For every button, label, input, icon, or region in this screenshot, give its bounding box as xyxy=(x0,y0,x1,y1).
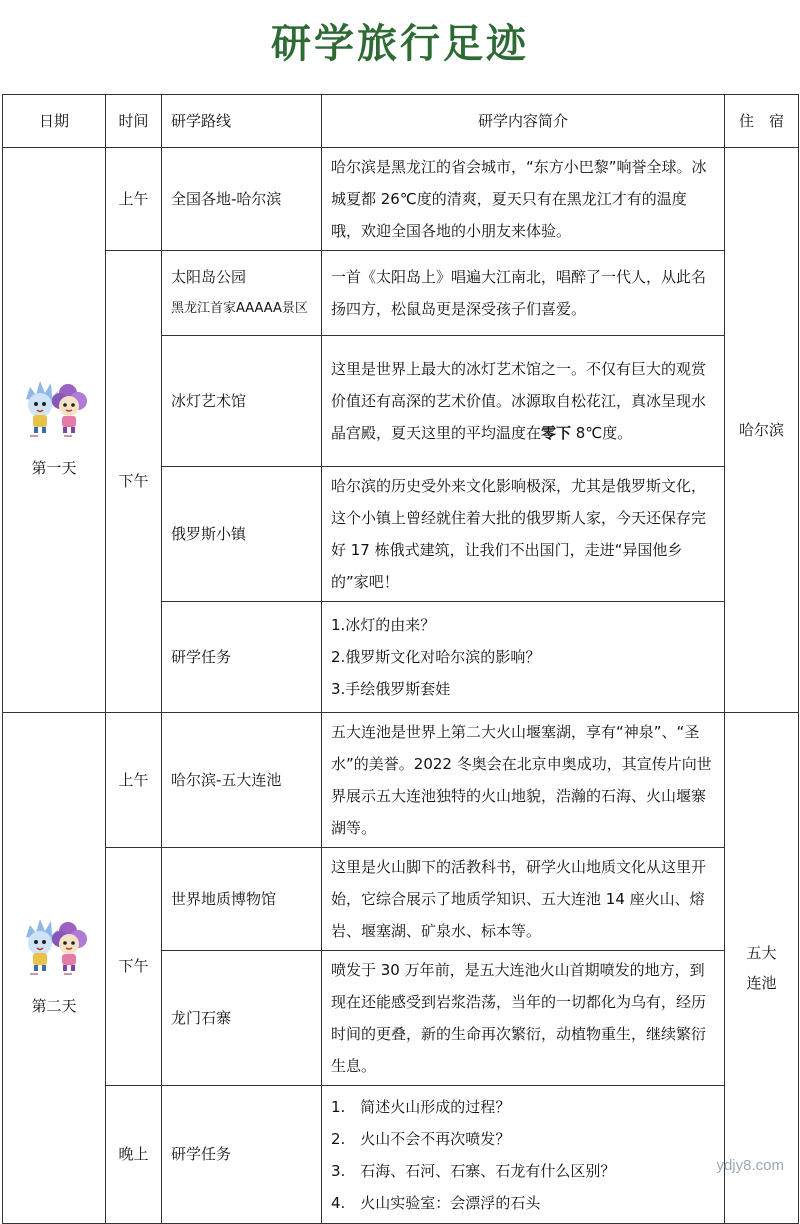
day2-route-3: 龙门石寨 xyxy=(162,951,322,1086)
table-row xyxy=(3,251,799,336)
day2-stay xyxy=(725,713,799,1224)
list-item: 2.俄罗斯文化对哈尔滨的影响？ xyxy=(331,648,541,666)
list-item: 3. 石海、石河、石寨、石龙有什么区别？ xyxy=(331,1161,616,1180)
table-row xyxy=(3,713,799,848)
header-content: 研学内容简介 xyxy=(322,95,725,148)
day1-desc-2: 一首《太阳岛上》唱遍大江南北，唱醉了一代人，从此名扬四方，松鼠岛更是深受孩子们喜爱。 xyxy=(322,251,725,336)
header-date: 日期 xyxy=(3,95,106,148)
day1-route-4: 俄罗斯小镇 xyxy=(162,467,322,602)
day1-desc-1: 哈尔滨是黑龙江的省会城市，“东方小巴黎”响誉全球。冰城夏都 26℃度的清爽，夏天只有在黑龙江才有的温度哦，欢迎全国各地的小朋友来体验。 xyxy=(322,148,725,251)
day1-afternoon: 下午 xyxy=(106,251,162,713)
day1-desc-3b: 8℃度。 xyxy=(571,424,633,442)
itinerary-table xyxy=(2,94,799,1224)
day2-morning: 上午 xyxy=(106,713,162,848)
watermark: ydjy8.com xyxy=(716,1157,784,1174)
day2-stay-label: 五大连池 xyxy=(746,943,777,992)
list-item: 2. 火山不会不再次喷发？ xyxy=(331,1129,511,1148)
day1-desc-3-bold: 零下 xyxy=(541,424,572,442)
day2-label: 第二天 xyxy=(31,996,77,1015)
table-row xyxy=(3,1086,799,1224)
page-title: 研学旅行足迹 xyxy=(271,20,529,67)
day2-route-4: 研学任务 xyxy=(162,1086,322,1224)
day1-route-2-name: 太阳岛公园 xyxy=(171,268,247,286)
day2-evening: 晚上 xyxy=(106,1086,162,1224)
day2-tasks xyxy=(322,1086,725,1224)
header-route: 研学路线 xyxy=(162,95,322,148)
day1-label: 第一天 xyxy=(31,458,77,477)
list-item: 1. 简述火山形成的过程？ xyxy=(331,1097,511,1116)
list-item: 1.冰灯的由来？ xyxy=(331,616,436,634)
header-stay: 住 宿 xyxy=(725,95,799,148)
day1-desc-4: 哈尔滨的历史受外来文化影响极深，尤其是俄罗斯文化，这个小镇上曾经就住着大批的俄罗斯人家，今天还保存完好 17 栋俄式建筑，让我们不出国门，走进“异国他乡的”家吧！ xyxy=(322,467,725,602)
day1-desc-3a: 这里是世界上最大的冰灯艺术馆之一。不仅有巨大的观赏价值还有高深的艺术价值。冰源取自松花江，真冰呈现水晶宫殿，夏天这里的平均温度在 xyxy=(331,360,707,442)
day2-route-2: 世界地质博物馆 xyxy=(162,848,322,951)
day1-desc-3 xyxy=(322,336,725,467)
day1-route-2 xyxy=(162,251,322,336)
day1-route-1: 全国各地-哈尔滨 xyxy=(162,148,322,251)
day2-desc-3: 喷发于 30 万年前，是五大连池火山首期喷发的地方，到现在还能感受到岩浆浩荡，当年的一切都化为乌有，经历时间的更叠，新的生命再次繁衍，动植物重生，继续繁衍生息。 xyxy=(322,951,725,1086)
day1-stay: 哈尔滨 xyxy=(725,148,799,713)
table-row xyxy=(3,848,799,951)
header-time: 时间 xyxy=(106,95,162,148)
day2-desc-1: 五大连池是世界上第二大火山堰塞湖，享有“神泉”、“圣水”的美誉。2022 冬奥会在北京申奥成功，其宣传片向世界展示五大连池独特的火山地貌，浩瀚的石海、火山堰寨湖等。 xyxy=(322,713,725,848)
day1-cell xyxy=(3,148,106,713)
day1-route-3: 冰灯艺术馆 xyxy=(162,336,322,467)
day2-route-1: 哈尔滨-五大连池 xyxy=(162,713,322,848)
day1-morning: 上午 xyxy=(106,148,162,251)
day1-route-2-sub: 黑龙江首家AAAAA景区 xyxy=(171,301,308,316)
mascot-icon xyxy=(20,377,88,439)
table-row xyxy=(3,148,799,251)
day2-afternoon: 下午 xyxy=(106,848,162,1086)
day1-route-5: 研学任务 xyxy=(162,602,322,713)
day2-desc-2: 这里是火山脚下的活教科书，研学火山地质文化从这里开始，它综合展示了地质学知识、五大连池 14 座火山、熔岩、堰塞湖、矿泉水、标本等。 xyxy=(322,848,725,951)
mascot-icon xyxy=(20,915,88,977)
day2-cell xyxy=(3,713,106,1224)
list-item: 4. 火山实验室：会漂浮的石头 xyxy=(331,1193,541,1212)
header-row xyxy=(3,95,799,148)
day1-tasks xyxy=(322,602,725,713)
list-item: 3.手绘俄罗斯套娃 xyxy=(331,680,451,698)
